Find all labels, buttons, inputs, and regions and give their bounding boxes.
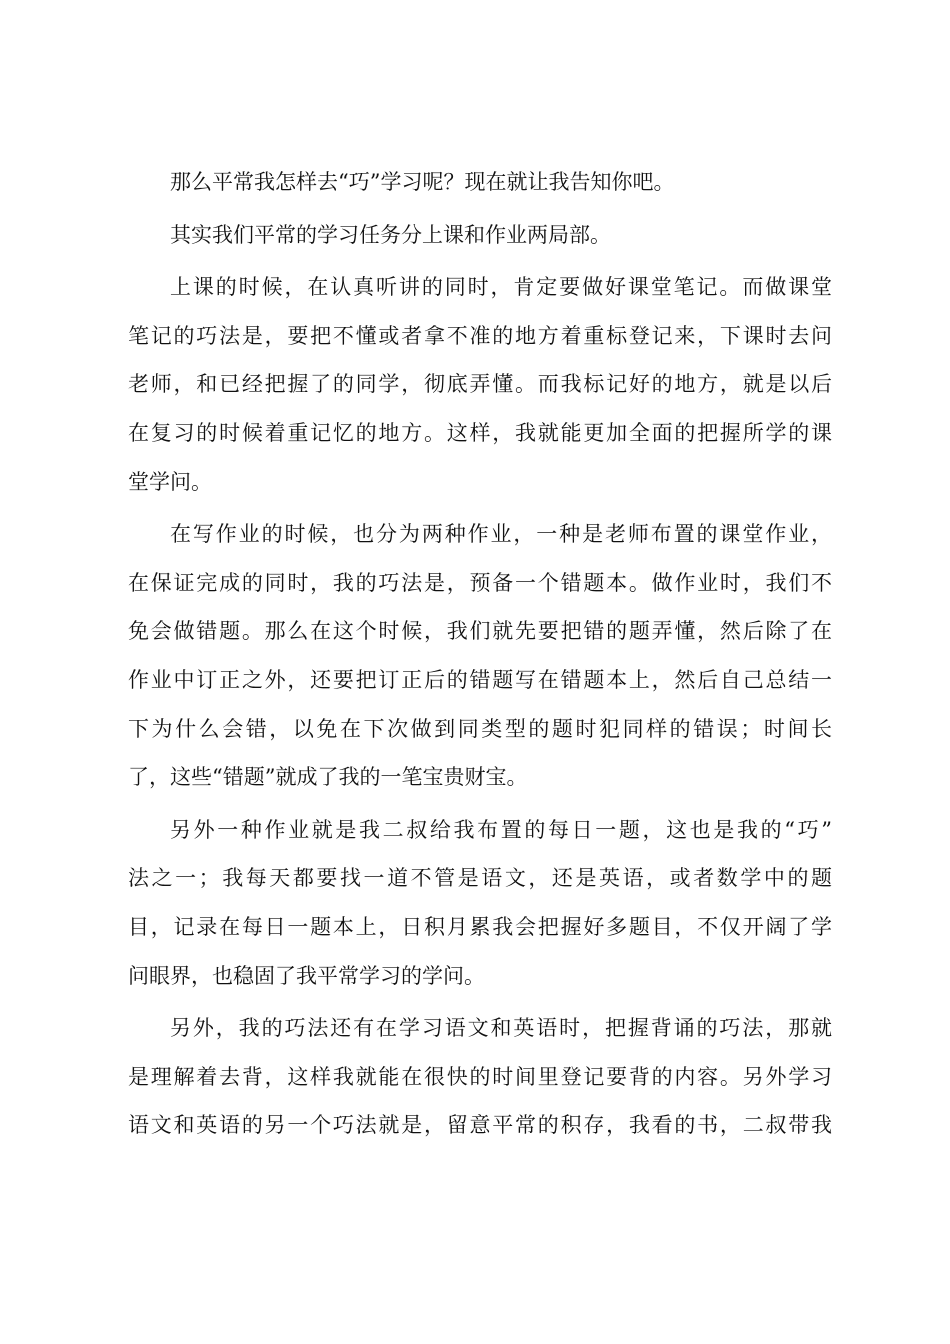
paragraph-5-line-3: 目，记录在每日一题本上，日积月累我会把握好多题目，不仅开阔了学 [128,914,832,939]
paragraph-4-line-2: 在保证完成的同时，我的巧法是，预备一个错题本。做作业时，我们不 [128,570,832,595]
paragraph-5-line-1: 另外一种作业就是我二叔给我布置的每日一题，这也是我的“巧” [170,817,832,842]
paragraph-4-line-3: 免会做错题。那么在这个时候，我们就先要把错的题弄懂，然后除了在 [128,619,832,644]
paragraph-3-line-1: 上课的时候，在认真听讲的同时，肯定要做好课堂笔记。而做课堂 [170,275,832,300]
paragraph-3-line-4: 在复习的时候着重记忆的地方。这样，我就能更加全面的把握所学的课 [128,420,832,445]
paragraph-6-line-2: 是理解着去背，这样我就能在很快的时间里登记要背的内容。另外学习 [128,1064,832,1089]
paragraph-3-line-2: 笔记的巧法是，要把不懂或者拿不准的地方着重标登记来，下课时去问 [128,323,832,348]
paragraph-4-line-6: 了，这些“错题”就成了我的一笔宝贵财宝。 [128,765,528,790]
paragraph-1-line-1: 那么平常我怎样去“巧”学习呢？现在就让我告知你吧。 [170,170,675,194]
paragraph-6-line-1: 另外，我的巧法还有在学习语文和英语时，把握背诵的巧法，那就 [170,1016,832,1041]
document-body [128,158,832,1150]
paragraph-3-line-5: 堂学问。 [128,469,212,494]
paragraph-2-line-1: 其实我们平常的学习任务分上课和作业两局部。 [170,222,611,247]
paragraph-4-line-4: 作业中订正之外，还要把订正后的错题写在错题本上，然后自己总结一 [128,667,832,692]
paragraph-4-line-5: 下为什么会错，以免在下次做到同类型的题时犯同样的错误；时间长 [128,716,832,741]
paragraph-4-line-1: 在写作业的时候，也分为两种作业，一种是老师布置的课堂作业， [170,522,832,547]
paragraph-3-line-3: 老师，和已经把握了的同学，彻底弄懂。而我标记好的地方，就是以后 [128,372,832,397]
paragraph-6-line-3: 语文和英语的另一个巧法就是，留意平常的积存，我看的书，二叔带我 [128,1113,832,1138]
paragraph-5-line-2: 法之一；我每天都要找一道不管是语文，还是英语，或者数学中的题 [128,866,832,891]
paragraph-5-line-4: 问眼界，也稳固了我平常学习的学问。 [128,963,485,988]
